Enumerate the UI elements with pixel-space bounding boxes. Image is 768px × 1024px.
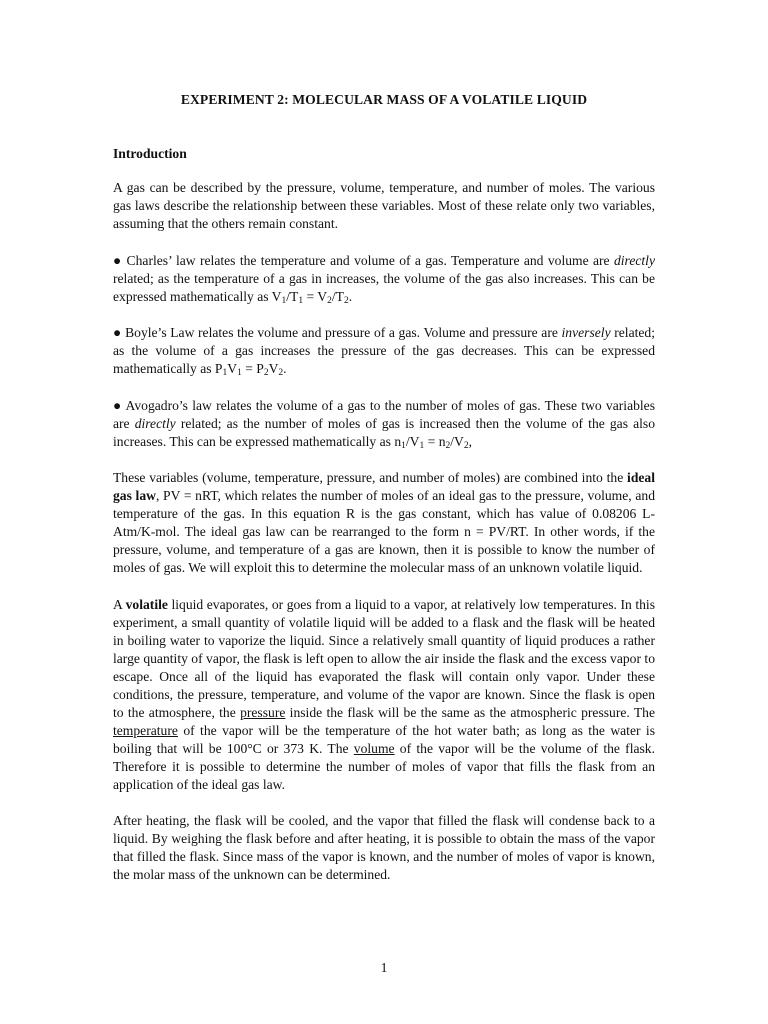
text-run: Boyle’s Law relates the volume and pressure of a gas. Volume and pressure are — [121, 325, 562, 340]
text-run: inside the flask will be the same as the atmospheric pressure. The — [285, 704, 655, 720]
text-run: /T — [286, 288, 299, 304]
subscript: 1 — [237, 368, 242, 378]
text-run: A — [113, 596, 126, 612]
subscript: 2 — [445, 440, 451, 451]
text-run: = P — [241, 361, 264, 376]
subscript: 2 — [463, 440, 469, 451]
subscript: 2 — [278, 368, 284, 378]
text-run: related; as the volume of a gas increases the pressure of the gas decreases. This can be expressed mathematically as P — [113, 325, 655, 376]
text-run: These variables (volume, temperature, pressure, and number of moles) are combined into the — [113, 470, 628, 485]
text-run: = n — [424, 433, 446, 449]
underlined-term: volume — [353, 740, 395, 756]
subscript: 2 — [343, 295, 349, 306]
text-run: , — [468, 433, 472, 449]
emphasis-text: directly — [134, 415, 176, 431]
text-run: V — [268, 361, 279, 376]
text-run: = V — [303, 288, 328, 304]
paragraph-charles-law — [113, 252, 655, 306]
text-run: related; as the number of moles of gas is increased then the volume of the gas also increases. This can be expressed mathematically as n — [113, 415, 655, 449]
text-run: Avogadro’s law relates the volume of a gas to the number of moles of gas. These two variables are — [113, 397, 655, 431]
subscript: 1 — [281, 295, 287, 306]
text-run: of the vapor will be the temperature of the hot water bath; as long as the water is boiling that will be 100°C or 373 K. The — [113, 722, 655, 756]
text-run: /T — [331, 288, 344, 304]
text-run: /V — [405, 433, 420, 449]
underlined-term: temperature — [113, 722, 178, 738]
paragraph-ideal-gas-law — [113, 469, 655, 577]
document-title: EXPERIMENT 2: MOLECULAR MASS OF A VOLATILE LIQUID — [180, 92, 588, 107]
emphasis-text: directly — [613, 252, 655, 268]
bold-term: ideal gas law — [113, 470, 655, 503]
bullet-icon: ● — [113, 252, 123, 268]
text-run: , PV = nRT, which relates the number of moles of an ideal gas to the pressure, volume, and temperature of the gas. In this equation R is the gas constant, which has value of 0.08206 L-Atm/K-mol. The ideal gas law can be rearranged to the form n = PV/RT. In other words, if the pressure, volume, and temperature of a gas are known, then it is possible to know the number of moles of gas. We will exploit this to determine the molecular mass of an unknown volatile liquid. — [113, 488, 655, 575]
paragraph-intro: A gas can be described by the pressure, volume, temperature, and number of moles. The various gas laws describe the relationship between these variables. Most of these relate only two variables, assuming that the others remain constant. — [113, 180, 655, 231]
page-number: 1 — [380, 960, 388, 975]
subscript: 1 — [419, 440, 425, 451]
subscript: 2 — [327, 295, 332, 306]
text-run: V — [227, 361, 238, 376]
section-heading: Introduction — [113, 146, 187, 161]
text-run: liquid evaporates, or goes from a liquid to a vapor, at relatively low temperatures. In this experiment, a small quantity of volatile liquid will be added to a flask and the flask will be heated in boiling water to vaporize the liquid. Since a relatively small quantity of liquid produces a rather large quantity of vapor, the flask is left open to allow the air inside the flask and the excess vapor to escape. Once all of the liquid has evaporated the flask will contain only vapor. Under these conditions, the pressure, temperature, and volume of the vapor are known. Since the flask is open to the atmosphere, the — [113, 596, 655, 720]
paragraph-volatile-liquid — [113, 596, 655, 794]
text-run: /V — [450, 433, 464, 449]
subscript: 1 — [298, 295, 304, 306]
paragraph-after-heating: After heating, the flask will be cooled, and the vapor that filled the flask will condense back to a liquid. By weighing the flask before and after heating, it is possible to obtain the mass of the vapor that filled the flask. Since mass of the vapor is known, and the number of moles of vapor is known, the molar mass of the unknown can be determined. — [113, 813, 655, 882]
paragraph-avogadros-law — [113, 397, 655, 451]
bold-term: volatile — [125, 596, 168, 612]
text-run: related; as the temperature of a gas in increases, the volume of the gas also increases. This can be expressed mathematically as V — [113, 270, 655, 304]
subscript: 2 — [263, 368, 269, 378]
subscript: 1 — [222, 368, 228, 378]
text-run: . — [283, 361, 287, 376]
text-run: . — [348, 288, 353, 304]
underlined-term: pressure — [240, 704, 286, 720]
subscript: 1 — [401, 440, 406, 451]
paragraph-boyles-law — [113, 324, 655, 378]
bullet-icon: ● — [113, 325, 122, 340]
text-run: Charles’ law relates the temperature and volume of a gas. Temperature and volume are — [122, 252, 614, 268]
bullet-icon: ● — [113, 397, 123, 413]
text-run: of the vapor will be the volume of the flask. Therefore it is possible to determine the number of moles of vapor that fills the flask from an application of the ideal gas law. — [113, 740, 655, 792]
emphasis-text: inversely — [561, 325, 611, 340]
